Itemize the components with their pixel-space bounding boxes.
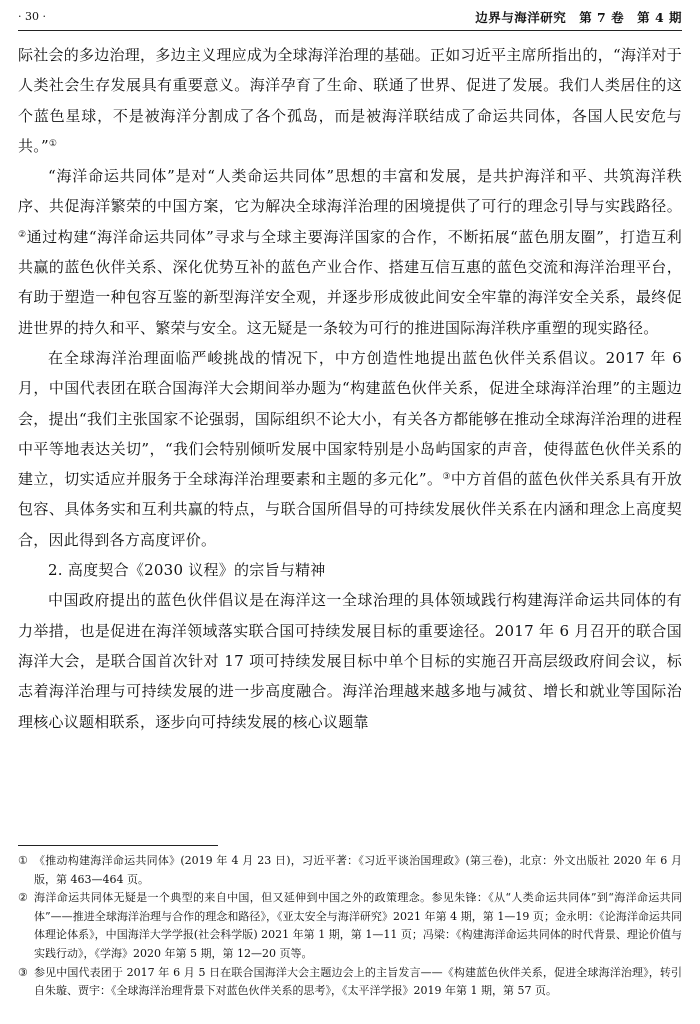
footnote-3 [18,964,682,1001]
footnote-ref-2[interactable]: ② [18,229,27,240]
footnote-text: 海洋命运共同体无疑是一个典型的来自中国，但又延伸到中国之外的政策理念。参见朱锋：《从“人类命运共同体”到“海洋命运共同体”——推进全球海洋治理与合作的理念和路径》，《亚太安全与海洋研究》2021 年第 4 期，第 1—19 页；金永明：《论海洋命运共同体理论体系》，中国海洋大学学报(社会科学版) 2021 年第 1 期，第 1—11 页；冯梁：《构建海洋命运共同体的时代背景、理论价值与实践行动》，《学海》2020 年第 5 期，第 12—20 页等。 [34,891,682,960]
main-text [18,40,682,850]
footnote-rule [18,845,218,846]
running-header [18,8,682,28]
footnote-ref-3[interactable]: ③ [442,472,451,483]
paragraph-1: 际社会的多边治理，多边主义理应成为全球海洋治理的基础。正如习近平主席所指出的，“海洋对于人类社会生存发展具有重要意义。海洋孕育了生命、联通了世界、促进了发展。我们人类居住的这个蓝色星球，不是被海洋分割成了各个孤岛，而是被海洋联结成了命运共同体，各国人民安危与共。”① [18,46,682,155]
footnote-mark: ② [18,891,28,905]
paragraph-3: 在全球海洋治理面临严峻挑战的情况下，中方创造性地提出蓝色伙伴关系倡议。2017 年 6 月，中国代表团在联合国海洋大会期间举办题为“构建蓝色伙伴关系，促进全球海洋治理”的主题边会，提出“我们主张国家不论强弱，国际组织不论大小，有关各方都能够在推动全球海洋治理的进程中平等地表达关切”，“我们会特别倾听发展中国家特别是小岛屿国家的声音，使得蓝色伙伴关系的建立，切实适应并服务于全球海洋治理要素和主题的多元化”。③中方首倡的蓝色伙伴关系具有开放包容、具体务实和互利共赢的特点，与联合国所倡导的可持续发展伙伴关系在内涵和理念上高度契合，因此得到各方高度评价。 [18,348,682,549]
page-number: · 30 · [18,10,46,23]
paragraph-4: 中国政府提出的蓝色伙伴倡议是在海洋这一全球治理的具体领域践行构建海洋命运共同体的有力举措，也是促进在海洋领域落实联合国可持续发展目标的重要途径。2017 年 6 月召开的联合国海洋大会，是联合国首次针对 17 项可持续发展目标中单个目标的实施召开高层级政府间会议，标志着海洋治理与可持续发展的进一步高度融合。海洋治理越来越多地与减贫、增长和就业等国际治理核心议题相联系，逐步向可持续发展的核心议题靠 [18,591,682,731]
footnote-text: 参见中国代表团于 2017 年 6 月 5 日在联合国海洋大会主题边会上的主旨发言——《构建蓝色伙伴关系，促进全球海洋治理》，转引自朱璇、贾宇：《全球海洋治理背景下对蓝色伙伴关系的思考》，《太平洋学报》2019 年第 1 期，第 57 页。 [34,965,682,998]
footnote-text: 《推动构建海洋命运共同体》(2019 年 4 月 23 日)，习近平著：《习近平谈治国理政》(第三卷)，北京：外文出版社 2020 年 6 月版，第 463—464 页。 [34,854,682,886]
footnote-1 [18,852,682,889]
header-rule [18,30,682,31]
footnote-mark: ③ [18,965,28,979]
footnote-ref-1[interactable]: ① [48,138,58,149]
footnotes [18,852,682,1001]
section-heading: 2. 高度契合《2030 议程》的宗旨与精神 [48,561,326,580]
paragraph-2: “海洋命运共同体”是对“人类命运共同体”思想的丰富和发展，是共护海洋和平、共筑海洋秩序、共促海洋繁荣的中国方案，它为解决全球海洋治理的困境提供了可行的理念引导与实践路径。②通过构建“海洋命运共同体”寻求与全球主要海洋国家的合作，不断拓展“蓝色朋友圈”，打造互利共赢的蓝色伙伴关系、深化优势互补的蓝色产业合作、搭建互信互惠的蓝色交流和海洋治理平台，有助于塑造一种包容互鉴的新型海洋安全观，并逐步形成彼此间安全牢靠的海洋安全关系，最终促进世界的持久和平、繁荣与安全。这无疑是一条较为可行的推进国际海洋秩序重塑的现实路径。 [18,167,682,337]
journal-title: 边界与海洋研究 第 7 卷 第 4 期 [475,10,682,25]
footnote-mark: ① [18,854,28,867]
footnote-2 [18,889,682,963]
